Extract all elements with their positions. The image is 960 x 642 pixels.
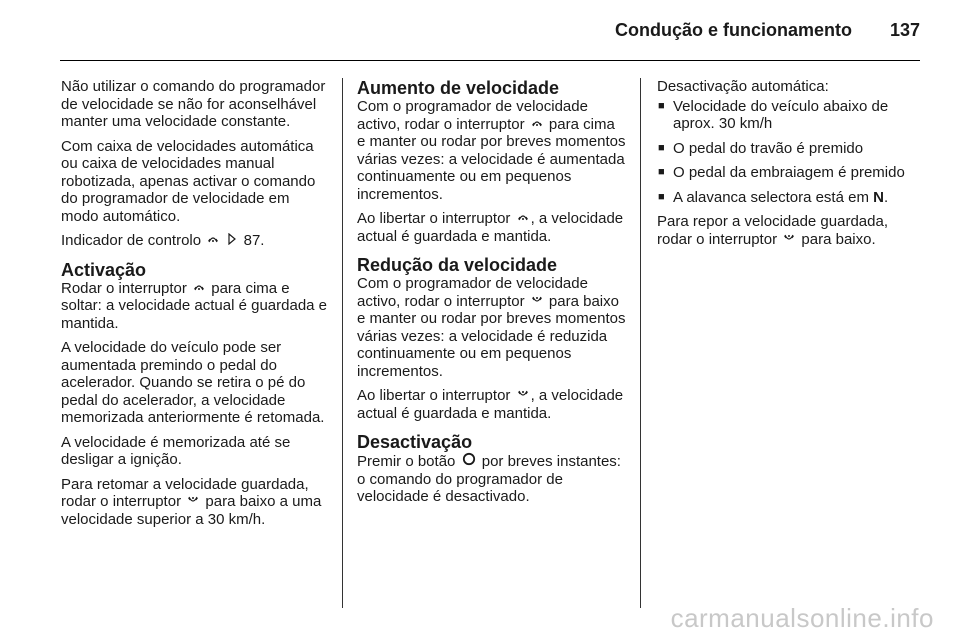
paragraph: Para retomar a velocidade guardada, rodar o interruptor para baixo a uma velocidade superior a 30 km/h.: [61, 475, 322, 528]
page-header: [0, 0, 960, 62]
section-heading-desactivacao: Desactivação: [357, 432, 473, 452]
paragraph: Rodar o interruptor para cima e soltar: a velocidade actual é guardada e mantida.: [61, 279, 328, 332]
watermark: carmanualsonline.info: [670, 603, 934, 633]
paragraph: Com o programador de velocidade activo, rodar o interruptor para baixo e manter ou rodar por breves momentos várias vezes: a velocidade é reduzida continuamente ou em pequenos incrementos.: [357, 275, 626, 380]
cruise-off-button-icon: [462, 452, 476, 471]
paragraph: Premir o botão por breves instantes: o comando do programador de velocidade é desactivado.: [357, 453, 621, 505]
cruise-switch-down-icon: [517, 387, 529, 405]
cruise-switch-up-icon: [193, 280, 205, 298]
cruise-switch-down-icon: [531, 293, 543, 311]
paragraph: Não utilizar o comando do programador de velocidade se não for aconselhável manter uma velocidade constante.: [61, 78, 326, 130]
section-heading-activacao: Activação: [61, 259, 147, 280]
paragraph: A velocidade do veículo pode ser aumentada premindo o pedal do acelerador. Quando se retira o pé do pedal do acelerador, a velocidade memorizada anteriormente é retomada.: [61, 339, 325, 426]
header-divider: [60, 60, 920, 61]
paragraph: Ao libertar o interruptor , a velocidade actual é guardada e mantida.: [357, 387, 624, 422]
paragraph: Indicador de controlo 87.: [61, 232, 265, 249]
column-1: [61, 78, 329, 535]
column-2: [357, 78, 627, 513]
cruise-switch-down-icon: [783, 231, 795, 249]
list-item: ■ A alavanca selectora está em N.: [658, 188, 889, 206]
page-number: 137: [889, 20, 920, 40]
paragraph: Desactivação automática:: [657, 78, 829, 95]
list-item: ■ Velocidade do veículo abaixo de aprox. 30 km/h: [658, 97, 889, 132]
paragraph: A velocidade é memorizada até se desligar a ignição.: [61, 433, 291, 468]
column-divider-2: [640, 78, 641, 608]
cruise-switch-up-icon: [207, 232, 219, 250]
cruise-switch-up-icon: [531, 116, 543, 134]
cruise-switch-down-icon: [187, 493, 199, 511]
section-heading-aumento: Aumento de velocidade: [357, 78, 560, 98]
page-title: Condução e funcionamento: [614, 20, 852, 40]
section-heading-reducao: Redução da velocidade: [357, 255, 558, 275]
column-3: [657, 78, 927, 255]
page-reference-icon: [227, 232, 237, 250]
list-item: ■ O pedal do travão é premido: [658, 139, 864, 157]
paragraph: Ao libertar o interruptor , a velocidade actual é guardada e mantida.: [357, 210, 624, 245]
cruise-switch-up-icon: [517, 210, 529, 228]
list-item: ■ O pedal da embraiagem é premido: [658, 164, 905, 181]
column-divider-1: [342, 78, 343, 608]
paragraph: Com caixa de velocidades automática ou caixa de velocidades manual robotizada, apenas activar o comando do programador de velocidade em modo automático.: [61, 137, 316, 225]
paragraph: Para repor a velocidade guardada, rodar o interruptor para baixo.: [657, 213, 888, 248]
paragraph: Com o programador de velocidade activo, rodar o interruptor para cima e manter ou rodar por breves momentos várias vezes: a velocidade é aumentada continuamente ou em pequenos incrementos.: [357, 98, 626, 203]
bullet-list: [657, 98, 927, 207]
